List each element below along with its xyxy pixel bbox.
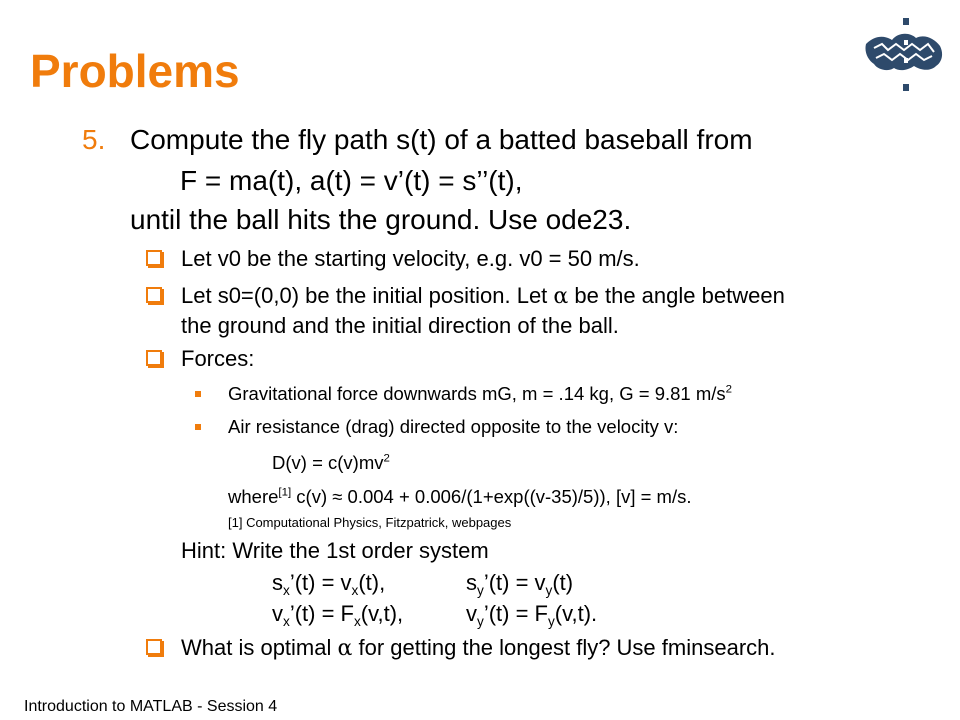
problem-equation: F = ma(t), a(t) = v’(t) = s’’(t), xyxy=(180,165,523,196)
footer-text: Introduction to MATLAB - Session 4 xyxy=(24,698,278,715)
problem-intro: Compute the fly path s(t) of a batted baseball from xyxy=(130,124,753,155)
reference-note: [1] Computational Physics, Fitzpatrick, webpages xyxy=(228,515,512,530)
where-formula: where[1] c(v) ≈ 0.004 + 0.006/(1+exp((v-35)/5)), [v] = m/s. xyxy=(228,486,692,507)
hint-eq-sx: $s_x’(t) = v_x(t)$, xyxy=(272,570,386,598)
alpha-symbol: α xyxy=(337,636,353,661)
alpha-symbol: α xyxy=(553,284,569,309)
bullet-checkbox-icon xyxy=(146,350,162,366)
problem-until: until the ball hits the ground. Use ode23. xyxy=(130,204,632,235)
hint-eq-vy: $v_y’(t) = F_y(v,t)$. xyxy=(466,601,598,629)
slide-title: Problems xyxy=(30,45,240,97)
force-drag: Air resistance (drag) directed opposite to the velocity v: xyxy=(228,416,679,437)
sub-bullet-square-icon xyxy=(195,391,201,397)
bullet-velocity: Let v0 be the starting velocity, e.g. v0 = 50 m/s. xyxy=(181,246,640,271)
problem-number: 5. xyxy=(82,124,106,155)
sub-bullet-square-icon xyxy=(195,424,201,430)
bullet-checkbox-icon xyxy=(146,287,162,303)
drag-formula: $D(v) = c(v)mv^2$ xyxy=(272,452,390,473)
bullet-optimal: What is optimal α for getting the longest fly? Use fminsearch. xyxy=(181,635,776,661)
bullet-checkbox-icon xyxy=(146,250,162,266)
bullet-checkbox-icon xyxy=(146,639,162,655)
bullet-position: Let s0=(0,0) be the initial position. Let α be the angle between xyxy=(181,283,785,309)
bullet-position-cont: the ground and the initial direction of the ball. xyxy=(181,313,619,338)
hint-title: Hint: Write the 1st order system xyxy=(181,538,489,563)
university-logo-icon xyxy=(860,14,950,98)
bullet-forces: Forces: xyxy=(181,346,255,371)
hint-eq-sy: $s_y’(t) = v_y(t)$ xyxy=(466,570,574,598)
hint-eq-vx: $v_x’(t) = F_x(v,t)$, xyxy=(272,601,404,629)
force-gravity: Gravitational force downwards mG, m = .14 kg, G = 9.81 $m/s^2$ xyxy=(228,383,733,404)
